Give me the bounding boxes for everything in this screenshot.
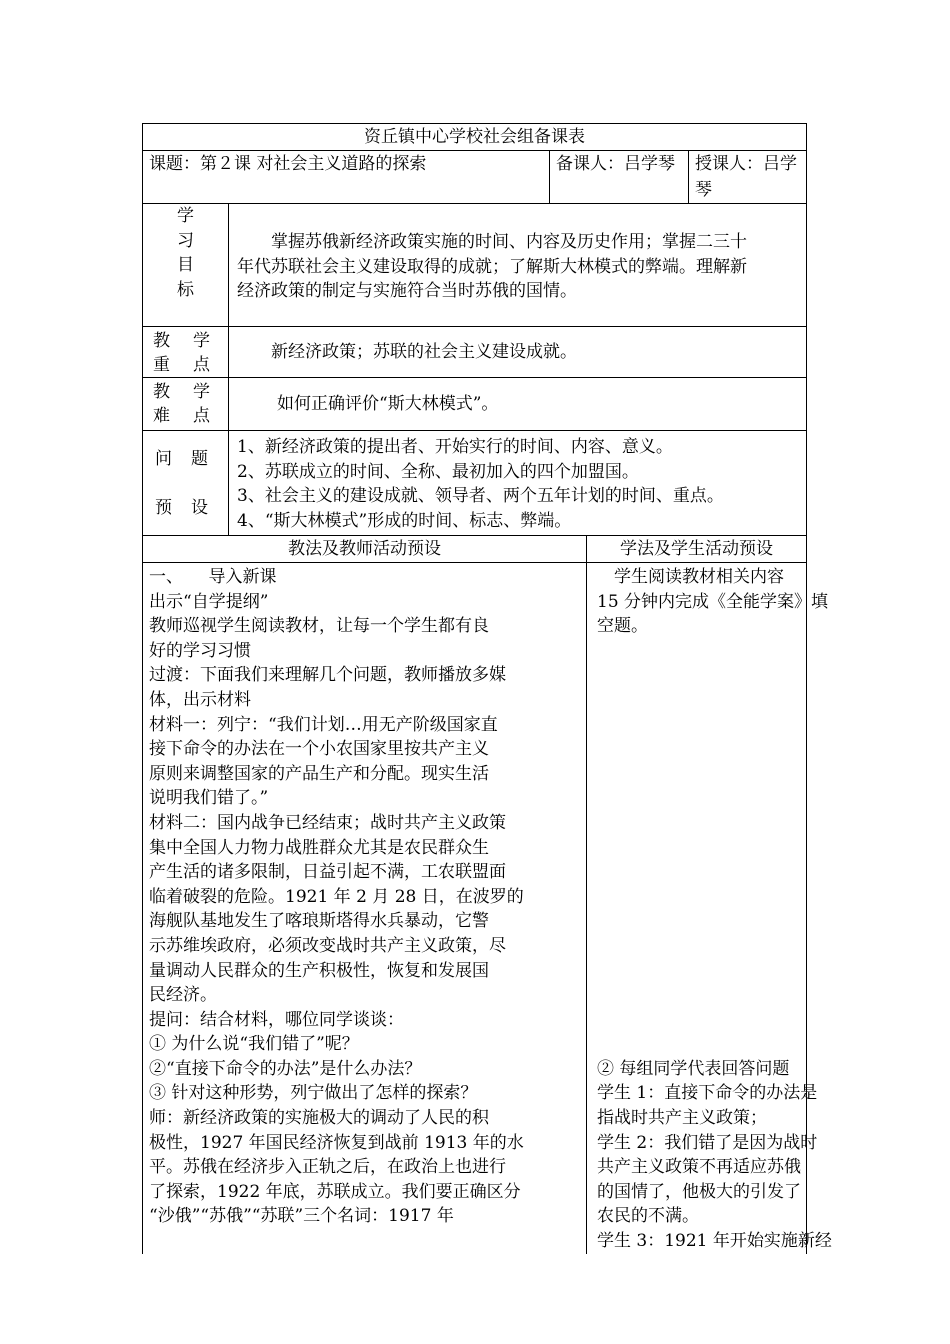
teacher-activity-line: ① 为什么说“我们错了”呢？ xyxy=(149,1034,359,1055)
difficulties-label-char: 教 xyxy=(153,382,170,402)
teacher-activity-line: 海舰队基地发生了喀琅斯塔得水兵暴动，它警 xyxy=(149,911,489,932)
student-activity-line xyxy=(597,737,802,762)
question-item: 2、苏联成立的时间、全称、最初加入的四个加盟国。 xyxy=(237,461,639,482)
student-activity-line xyxy=(597,860,802,885)
teacher-activity-line: 民经济。 xyxy=(149,985,217,1006)
lesson-plan-sheet xyxy=(142,123,832,1254)
student-activity-line: 农民的不满。 xyxy=(597,1206,699,1227)
student-activity-line: 的国情了，他极大的引发了 xyxy=(597,1181,801,1202)
objectives-line: 经济政策的制定与实施符合当时苏俄的国情。 xyxy=(237,281,577,302)
student-activity-line xyxy=(597,909,802,934)
student-activity-line: 学生阅读教材相关内容 xyxy=(597,567,784,587)
objectives-content xyxy=(229,204,807,327)
teacher-activity-line: 说明我们错了。” xyxy=(149,788,269,809)
student-activity-line: 共产主义政策不再适应苏俄 xyxy=(597,1157,801,1178)
difficulties-label-char: 难 xyxy=(153,406,170,426)
student-activity-line xyxy=(597,811,802,836)
teacher-activity-line: 示苏维埃政府，必须改变战时共产主义政策，尽 xyxy=(149,935,506,956)
student-activities xyxy=(587,563,832,1254)
lesson-plan-table xyxy=(142,123,832,1254)
objectives-label-char: 目 xyxy=(177,255,194,276)
questions-label-char: 设 xyxy=(191,497,208,518)
student-lines xyxy=(597,565,832,1254)
student-activity-line xyxy=(597,934,802,959)
teacher-activity-line: 集中全国人力物力战胜群众尤其是农民群众生 xyxy=(149,837,489,858)
teacher-activity-line: ③ 针对这种形势，列宁做出了怎样的探索？ xyxy=(149,1083,478,1104)
difficulties-label-char: 学 xyxy=(193,382,210,402)
teacher-activity-line: 师：新经济政策的实施极大的调动了人民的积 xyxy=(149,1108,489,1129)
teacher-activity-line: 体，出示材料 xyxy=(149,689,251,710)
teacher-activities xyxy=(143,563,587,1254)
student-activity-line: 空题。 xyxy=(597,616,648,637)
questions-label-char: 问 xyxy=(155,449,172,469)
teacher-activity-line: 极性，1927 年国民经济恢复到战前 1913 年的水 xyxy=(149,1132,524,1153)
teacher-activity-line: 教师巡视学生阅读教材，让每一个学生都有良 xyxy=(149,616,489,637)
preparer-cell: 备课人：吕学琴 xyxy=(550,151,689,204)
teacher-activity-line: 产生活的诸多限制，日益引起不满，工农联盟面 xyxy=(149,862,506,883)
teacher-activity-line: 量调动人民群众的生产积极性，恢复和发展国 xyxy=(149,960,489,981)
difficulties-row xyxy=(143,378,807,431)
student-activity-line xyxy=(597,762,802,787)
student-activity-line xyxy=(597,983,802,1008)
student-activity-line xyxy=(597,688,802,713)
teacher-activity-line: 平。苏俄在经济步入正轨之后，在政治上也进行 xyxy=(149,1157,506,1178)
teacher-activity-line: “沙俄”“苏俄”“苏联”三个名词：1917 年 xyxy=(149,1206,454,1227)
key-points-label-char: 学 xyxy=(193,331,210,351)
objectives-label-char: 标 xyxy=(177,279,194,300)
key-points-label-char: 点 xyxy=(193,355,210,375)
objectives-row xyxy=(143,204,807,327)
difficulties-label-char: 点 xyxy=(193,406,210,426)
table-title: 资丘镇中心学校社会组备课表 xyxy=(143,124,807,151)
topic-cell: 课题：第２课 对社会主义道路的探索 xyxy=(143,151,550,204)
question-item: 1、新经济政策的提出者、开始实行的时间、内容、意义。 xyxy=(237,437,673,457)
student-activity-line: 15 分钟内完成《全能学案》填 xyxy=(597,591,829,612)
student-activity-line xyxy=(597,959,802,984)
student-activity-line xyxy=(597,663,802,688)
student-activity-line xyxy=(597,836,802,861)
teacher-activity-line: 一、 导入新课 xyxy=(149,567,277,587)
teacher-activity-line: 材料二：国内战争已经结束；战时共产主义政策 xyxy=(149,812,506,833)
difficulties-content xyxy=(229,378,807,431)
key-points-label-char: 教 xyxy=(153,331,170,351)
objectives-label-char: 学 xyxy=(177,206,194,226)
teacher-column-header: 教法及教师活动预设 xyxy=(143,536,587,563)
objectives-line: 年代苏联社会主义建设取得的成就；了解斯大林模式的弊端。理解新 xyxy=(237,256,747,277)
student-activity-line xyxy=(597,639,802,664)
questions-content xyxy=(229,431,807,536)
teacher-activity-line: ②“直接下命令的办法”是什么办法？ xyxy=(149,1058,422,1079)
title-row xyxy=(143,124,807,151)
student-activity-line: 指战时共产主义政策； xyxy=(597,1108,767,1129)
teacher-cell: 授课人：吕学琴 xyxy=(689,151,807,204)
teacher-lines xyxy=(149,565,582,1229)
teacher-activity-line: 材料一：列宁：“我们计划…用无产阶级国家直 xyxy=(149,714,498,735)
teacher-activity-line: 接下命令的办法在一个小农国家里按共产主义 xyxy=(149,739,489,760)
objectives-label-char: 习 xyxy=(177,230,194,251)
key-points-text: 新经济政策；苏联的社会主义建设成就。 xyxy=(271,341,577,362)
student-activity-line xyxy=(597,885,802,910)
questions-label-char: 预 xyxy=(155,497,172,518)
key-points-content xyxy=(229,327,807,378)
student-column-header: 学法及学生活动预设 xyxy=(587,536,807,563)
questions-row xyxy=(143,431,807,536)
student-activity-line xyxy=(597,713,802,738)
columns-header-row xyxy=(143,536,807,563)
key-points-row xyxy=(143,327,807,378)
student-activity-line: 学生 1：直接下命令的办法是 xyxy=(597,1083,818,1104)
questions-label xyxy=(143,431,229,536)
teacher-activity-line: 好的学习习惯 xyxy=(149,640,251,661)
student-activity-line: 学生 3：1921 年开始实施新经 xyxy=(597,1231,832,1252)
key-points-label xyxy=(143,327,229,378)
difficulties-text: 如何正确评价“斯大林模式”。 xyxy=(277,393,499,414)
teacher-activity-line: 出示“自学提纲” xyxy=(149,591,269,612)
teacher-activity-line: 临着破裂的危险。1921 年 2 月 28 日，在波罗的 xyxy=(149,886,524,907)
question-item: 3、社会主义的建设成就、领导者、两个五年计划的时间、重点。 xyxy=(237,486,724,507)
header-row xyxy=(143,151,807,204)
question-item: 4、“斯大林模式”形成的时间、标志、弊端。 xyxy=(237,510,572,531)
student-activity-line: ② 每组同学代表回答问题 xyxy=(597,1058,790,1079)
difficulties-label xyxy=(143,378,229,431)
questions-label-char: 题 xyxy=(191,449,208,469)
student-activity-line: 学生 2：我们错了是因为战时 xyxy=(597,1132,818,1153)
key-points-label-char: 重 xyxy=(153,355,170,375)
teacher-activity-line: 原则来调整国家的产品生产和分配。现实生活 xyxy=(149,763,489,784)
student-activity-line xyxy=(597,1008,802,1033)
student-activity-line xyxy=(597,1032,802,1057)
teacher-activity-line: 了探索，1922 年底，苏联成立。我们要正确区分 xyxy=(149,1181,521,1202)
objectives-label xyxy=(143,204,229,327)
teacher-activity-line: 过渡：下面我们来理解几个问题，教师播放多媒 xyxy=(149,665,506,686)
teacher-activity-line: 提问：结合材料，哪位同学谈谈： xyxy=(149,1009,404,1030)
activities-row xyxy=(143,563,807,1254)
student-activity-line xyxy=(597,786,802,811)
objectives-line: 掌握苏俄新经济政策实施的时间、内容及历史作用；掌握二三十 xyxy=(271,232,747,252)
